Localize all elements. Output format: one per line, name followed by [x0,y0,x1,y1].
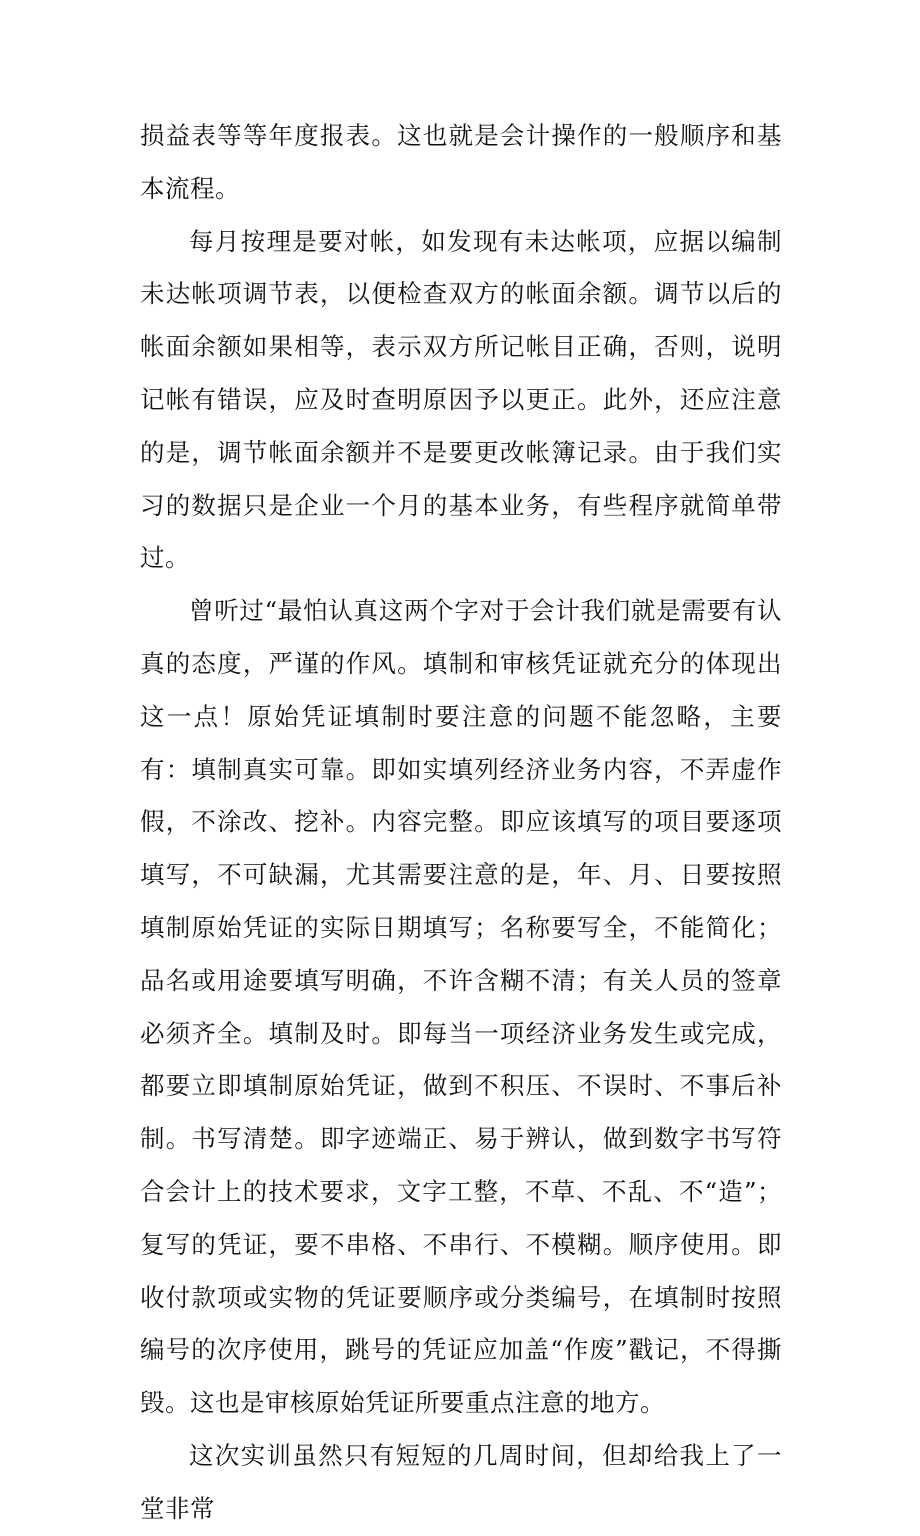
body-text [140,110,782,1536]
paragraph-vouchers: 曾听过“最怕认真这两个字对于会计我们就是需要有认真的态度，严谨的作风。填制和审核凭证就充分的体现出这一点！原始凭证填制时要注意的问题不能忽略，主要有：填制真实可靠。即如实填列经济业务内容，不弄虚作假，不涂改、挖补。内容完整。即应该填写的项目要逐项填写，不可缺漏，尤其需要注意的是，年、月、日要按照填制原始凭证的实际日期填写；名称要写全，不能简化；品名或用途要填写明确，不许含糊不清；有关人员的签章必须齐全。填制及时。即每当一项经济业务发生或完成，都要立即填制原始凭证，做到不积压、不误时、不事后补制。书写清楚。即字迹端正、易于辨认，做到数字书写符合会计上的技术要求，文字工整，不草、不乱、不“造”；复写的凭证，要不串格、不串行、不模糊。顺序使用。即收付款项或实物的凭证要顺序或分类编号，在填制时按照编号的次序使用，跳号的凭证应加盖“作废”戳记，不得撕毁。这也是审核原始凭证所要重点注意的地方。 [140,596,782,1418]
paragraph-continuation: 损益表等等年度报表。这也就是会计操作的一般顺序和基本流程。 [140,121,782,203]
paragraph-reconciliation: 每月按理是要对帐，如发现有未达帐项，应据以编制未达帐项调节表，以便检查双方的帐面余额。调节以后的帐面余额如果相等，表示双方所记帐目正确，否则，说明记帐有错误，应及时查明原因予以更正。此外，还应注意的是，调节帐面余额并不是要更改帐簿记录。由于我们实习的数据只是企业一个月的基本业务，有些程序就简单带过。 [140,226,782,573]
paragraph-training: 这次实训虽然只有短短的几周时间，但却给我上了一堂非常 [140,1440,782,1523]
